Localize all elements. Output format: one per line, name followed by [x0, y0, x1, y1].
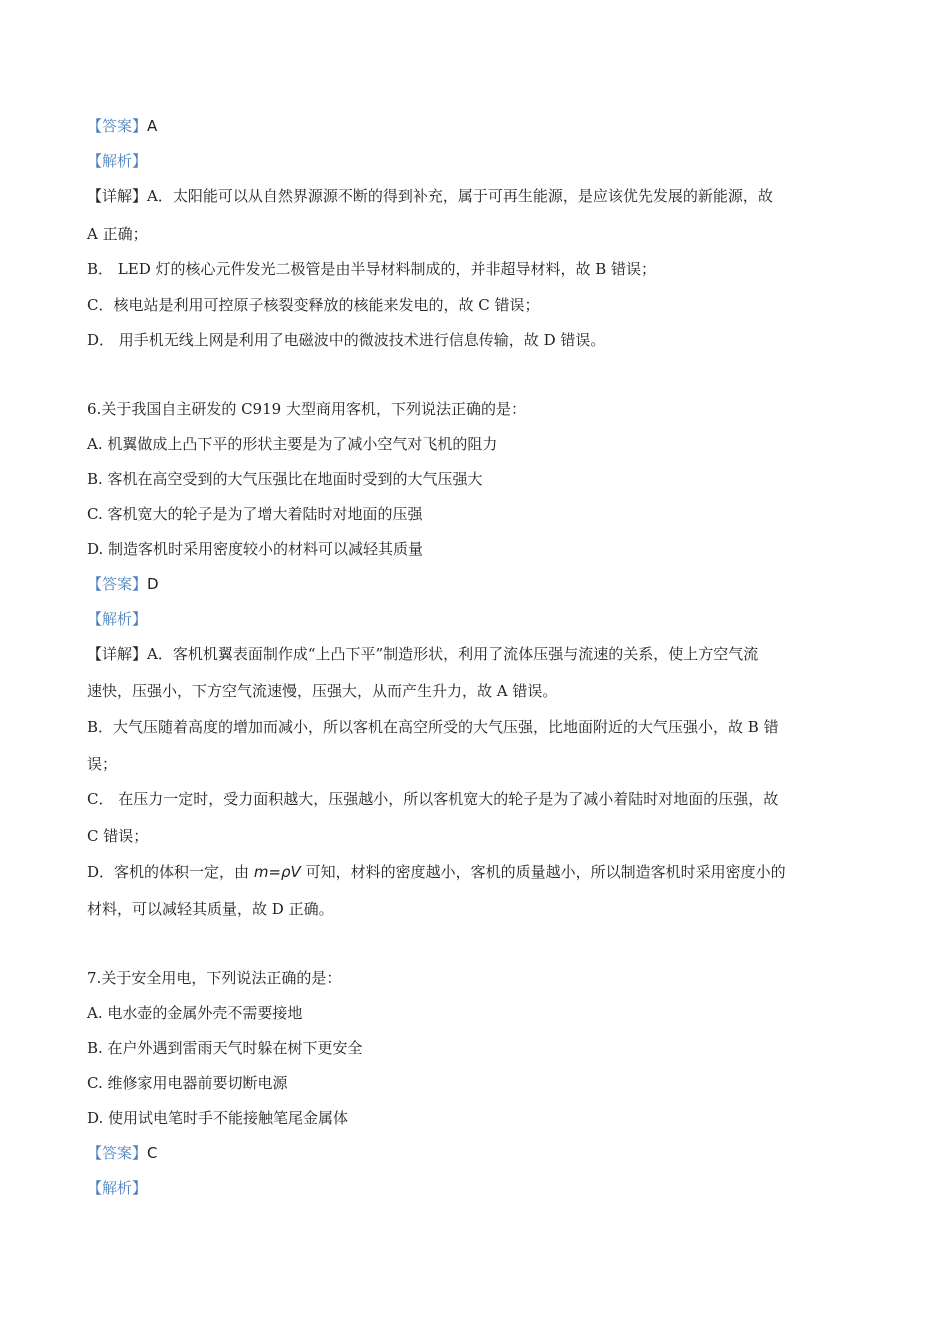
- question-number: 6.: [87, 400, 102, 418]
- detail-tag: 【详解】: [87, 645, 148, 663]
- answer-tag: 【答案】: [87, 117, 148, 135]
- answer-tag: 【答案】: [87, 1144, 148, 1162]
- answer-value: C: [147, 1144, 158, 1162]
- q6-detail-line-5: C． 在压力一定时，受力面积越大，压强越小，所以客机宽大的轮子是为了减小着陆时对地面的压强，故: [87, 790, 779, 808]
- q5-answer-line: [87, 116, 157, 136]
- q6-detail-line-1: [87, 644, 758, 664]
- detail-tag: 【详解】: [87, 187, 148, 205]
- answer-tag: 【答案】: [87, 575, 148, 593]
- q6-detail-line-2: 速快，压强小，下方空气流速慢，压强大，从而产生升力，故 A 错误。: [87, 682, 558, 700]
- q7-option-c: C. 维修家用电器前要切断电源: [87, 1074, 288, 1092]
- detail-text: A．客机机翼表面制作成“上凸下平”制造形状，利用了流体压强与流速的关系，使上方空气流: [147, 645, 759, 663]
- q6-option-d: D. 制造客机时采用密度较小的材料可以减轻其质量: [87, 540, 424, 558]
- q6-detail-line-6: C 错误；: [87, 827, 149, 845]
- q5-detail-line-5: D． 用手机无线上网是利用了电磁波中的微波技术进行信息传输，故 D 错误。: [87, 331, 606, 349]
- q6-option-a: A. 机翼做成上凸下平的形状主要是为了减小空气对飞机的阻力: [87, 435, 498, 453]
- question-text: 关于我国自主研发的 C919 大型商用客机，下列说法正确的是：: [101, 400, 526, 418]
- q6-answer-line: [87, 574, 159, 594]
- q5-detail-line-1: [87, 186, 773, 206]
- q5-detail-line-2: A 正确；: [87, 225, 148, 243]
- q7-option-d: D. 使用试电笔时手不能接触笔尾金属体: [87, 1109, 349, 1127]
- q7-option-a: A. 电水壶的金属外壳不需要接地: [87, 1004, 303, 1022]
- q5-analysis-tag: [87, 151, 147, 171]
- q6-detail-line-8: 材料，可以减轻其质量，故 D 正确。: [87, 900, 334, 918]
- q7-analysis-tag: [87, 1178, 147, 1198]
- q6-detail-line-4: 误；: [87, 755, 118, 773]
- q7-option-b: B. 在户外遇到雷雨天气时躲在树下更安全: [87, 1039, 363, 1057]
- q6-option-c: C. 客机宽大的轮子是为了增大着陆时对地面的压强: [87, 505, 423, 523]
- q6-detail-line-7: [87, 862, 786, 882]
- formula: m=ρV: [253, 863, 301, 881]
- analysis-tag: 【解析】: [87, 610, 148, 628]
- q5-detail-line-3: B． LED 灯的核心元件发光二极管是由半导材料制成的，并非超导材料，故 B 错误；: [87, 260, 657, 278]
- q6-detail-line-3: B．大气压随着高度的增加而减小，所以客机在高空所受的大气压强，比地面附近的大气压强小，故 B 错: [87, 718, 779, 736]
- question-number: 7.: [87, 969, 102, 987]
- q6-analysis-tag: [87, 609, 147, 629]
- analysis-tag: 【解析】: [87, 152, 148, 170]
- q7-answer-line: [87, 1143, 158, 1163]
- detail-text: A．太阳能可以从自然界源源不断的得到补充，属于可再生能源，是应该优先发展的新能源，故: [147, 187, 773, 205]
- q5-detail-line-4: C．核电站是利用可控原子核裂变释放的核能来发电的，故 C 错误；: [87, 296, 540, 314]
- answer-value: D: [147, 575, 159, 593]
- q7-question: [87, 968, 341, 988]
- q6-question: [87, 399, 526, 419]
- q6-option-b: B. 客机在高空受到的大气压强比在地面时受到的大气压强大: [87, 470, 483, 488]
- detail-text-start: D．客机的体积一定，由: [87, 863, 250, 881]
- analysis-tag: 【解析】: [87, 1179, 148, 1197]
- detail-text-end: 可知，材料的密度越小，客机的质量越小，所以制造客机时采用密度小的: [305, 863, 786, 881]
- question-text: 关于安全用电，下列说法正确的是：: [101, 969, 342, 987]
- answer-value: A: [147, 117, 158, 135]
